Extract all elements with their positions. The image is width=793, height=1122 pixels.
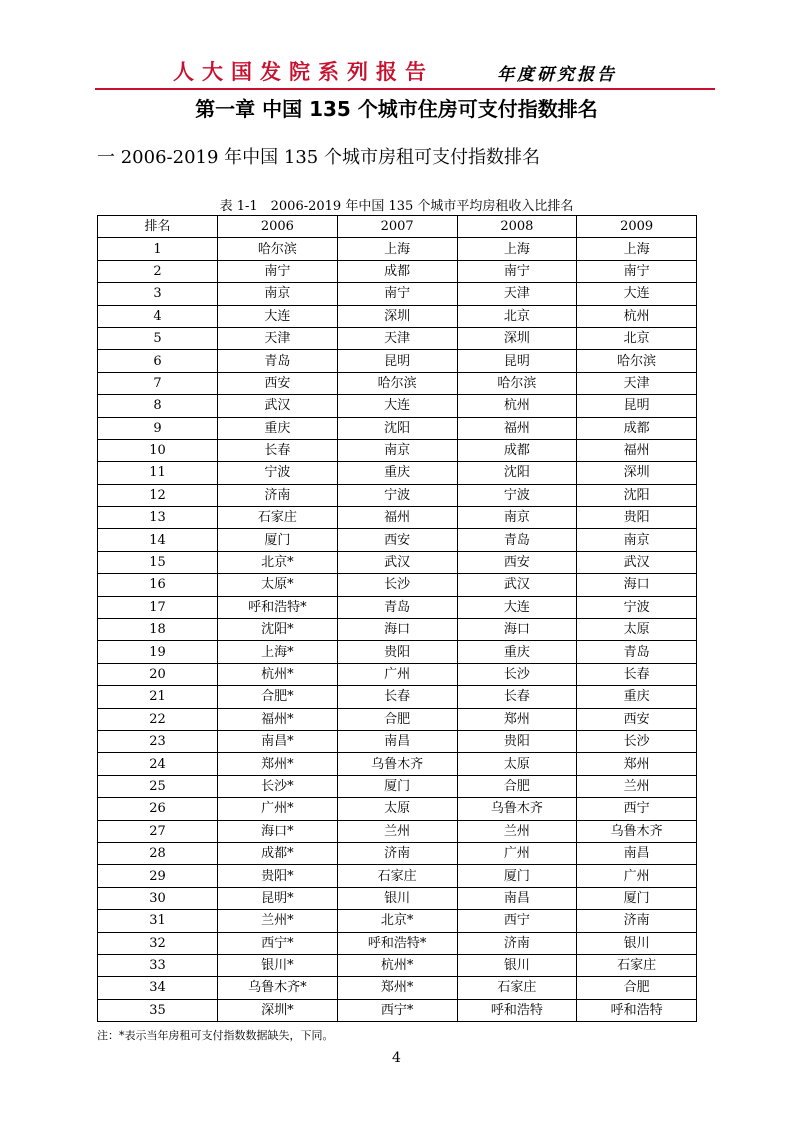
city-cell: 郑州 [457, 708, 577, 730]
city-cell: 乌鲁木齐* [218, 977, 338, 999]
rank-cell: 30 [98, 887, 218, 909]
column-header-2006: 2006 [218, 216, 338, 238]
city-cell: 西宁* [218, 932, 338, 954]
city-cell: 南宁 [218, 260, 338, 282]
city-cell: 上海 [337, 238, 457, 260]
city-cell: 成都 [337, 260, 457, 282]
city-cell: 厦门 [337, 775, 457, 797]
city-cell: 海口 [337, 619, 457, 641]
rank-cell: 17 [98, 596, 218, 618]
city-cell: 北京* [218, 551, 338, 573]
rank-cell: 16 [98, 574, 218, 596]
city-cell: 济南 [577, 910, 697, 932]
city-cell: 广州 [337, 663, 457, 685]
column-header-2008: 2008 [457, 216, 577, 238]
table-row [98, 238, 697, 260]
table-row [98, 663, 697, 685]
rank-cell: 5 [98, 327, 218, 349]
city-cell: 重庆 [218, 417, 338, 439]
city-cell: 武汉 [218, 395, 338, 417]
rank-cell: 27 [98, 820, 218, 842]
city-cell: 成都 [577, 417, 697, 439]
city-cell: 上海* [218, 641, 338, 663]
city-cell: 哈尔滨 [337, 372, 457, 394]
city-cell: 太原 [457, 753, 577, 775]
city-cell: 西宁* [337, 999, 457, 1021]
city-cell: 贵阳* [218, 865, 338, 887]
rank-cell: 3 [98, 283, 218, 305]
city-cell: 沈阳 [577, 484, 697, 506]
city-cell: 成都 [457, 439, 577, 461]
city-cell: 上海 [577, 238, 697, 260]
table-row [98, 350, 697, 372]
city-cell: 银川 [457, 954, 577, 976]
city-cell: 郑州 [577, 753, 697, 775]
table-row [98, 820, 697, 842]
city-cell: 昆明 [337, 350, 457, 372]
city-cell: 兰州 [337, 820, 457, 842]
table-row [98, 932, 697, 954]
city-cell: 南昌 [457, 887, 577, 909]
rank-cell: 10 [98, 439, 218, 461]
rank-cell: 32 [98, 932, 218, 954]
report-series-title: 人大国发院系列报告 [173, 60, 434, 84]
city-cell: 厦门 [457, 865, 577, 887]
city-cell: 石家庄 [337, 865, 457, 887]
city-cell: 太原 [577, 619, 697, 641]
city-cell: 贵阳 [337, 641, 457, 663]
city-cell: 郑州* [337, 977, 457, 999]
table-row [98, 462, 697, 484]
city-cell: 哈尔滨 [577, 350, 697, 372]
city-cell: 广州 [457, 842, 577, 864]
city-cell: 西宁 [457, 910, 577, 932]
rank-cell: 15 [98, 551, 218, 573]
city-cell: 合肥 [577, 977, 697, 999]
city-cell: 济南 [218, 484, 338, 506]
rank-cell: 28 [98, 842, 218, 864]
rank-cell: 14 [98, 529, 218, 551]
city-cell: 南京 [577, 529, 697, 551]
city-cell: 昆明 [457, 350, 577, 372]
city-cell: 深圳 [577, 462, 697, 484]
city-cell: 深圳 [337, 305, 457, 327]
table-row [98, 977, 697, 999]
chapter-title: 第一章 中国 135 个城市住房可支付指数排名 [195, 97, 598, 121]
city-cell: 宁波 [577, 596, 697, 618]
rank-cell: 23 [98, 730, 218, 752]
rank-cell: 22 [98, 708, 218, 730]
city-cell: 北京* [337, 910, 457, 932]
city-cell: 兰州* [218, 910, 338, 932]
city-cell: 福州 [577, 439, 697, 461]
city-cell: 南京 [457, 507, 577, 529]
city-cell: 银川 [337, 887, 457, 909]
rank-cell: 8 [98, 395, 218, 417]
city-cell: 南昌* [218, 730, 338, 752]
city-cell: 海口* [218, 820, 338, 842]
rank-cell: 35 [98, 999, 218, 1021]
city-cell: 大连 [577, 283, 697, 305]
report-header [95, 52, 715, 88]
city-cell: 西安 [457, 551, 577, 573]
table-row [98, 641, 697, 663]
header-divider [95, 88, 715, 90]
rank-cell: 12 [98, 484, 218, 506]
city-cell: 杭州 [457, 395, 577, 417]
table-header-row [98, 216, 697, 238]
table-row [98, 686, 697, 708]
rank-cell: 11 [98, 462, 218, 484]
city-cell: 昆明* [218, 887, 338, 909]
city-cell: 南昌 [337, 730, 457, 752]
city-cell: 呼和浩特* [218, 596, 338, 618]
city-cell: 沈阳* [218, 619, 338, 641]
table-row [98, 372, 697, 394]
city-cell: 南昌 [577, 842, 697, 864]
table-row [98, 507, 697, 529]
city-cell: 北京 [457, 305, 577, 327]
table-row [98, 574, 697, 596]
ranking-table [97, 215, 697, 1022]
city-cell: 西宁 [577, 798, 697, 820]
city-cell: 广州* [218, 798, 338, 820]
rank-cell: 24 [98, 753, 218, 775]
city-cell: 贵阳 [457, 730, 577, 752]
table-row [98, 999, 697, 1021]
city-cell: 厦门 [577, 887, 697, 909]
city-cell: 青岛 [457, 529, 577, 551]
city-cell: 杭州* [218, 663, 338, 685]
table-row [98, 417, 697, 439]
city-cell: 长沙 [337, 574, 457, 596]
city-cell: 青岛 [577, 641, 697, 663]
city-cell: 重庆 [337, 462, 457, 484]
city-cell: 郑州* [218, 753, 338, 775]
rank-cell: 34 [98, 977, 218, 999]
rank-cell: 20 [98, 663, 218, 685]
table-row [98, 596, 697, 618]
table-row [98, 305, 697, 327]
table-row [98, 327, 697, 349]
city-cell: 海口 [577, 574, 697, 596]
city-cell: 呼和浩特 [457, 999, 577, 1021]
city-cell: 深圳* [218, 999, 338, 1021]
rank-cell: 7 [98, 372, 218, 394]
city-cell: 合肥* [218, 686, 338, 708]
city-cell: 青岛 [218, 350, 338, 372]
city-cell: 长沙 [577, 730, 697, 752]
city-cell: 石家庄 [577, 954, 697, 976]
page-number: 4 [392, 1050, 401, 1066]
rank-cell: 13 [98, 507, 218, 529]
rank-cell: 2 [98, 260, 218, 282]
city-cell: 宁波 [337, 484, 457, 506]
rank-cell: 21 [98, 686, 218, 708]
city-cell: 福州 [337, 507, 457, 529]
city-cell: 成都* [218, 842, 338, 864]
city-cell: 上海 [457, 238, 577, 260]
rank-cell: 4 [98, 305, 218, 327]
table-row [98, 798, 697, 820]
city-cell: 武汉 [577, 551, 697, 573]
city-cell: 天津 [457, 283, 577, 305]
city-cell: 呼和浩特 [577, 999, 697, 1021]
city-cell: 杭州* [337, 954, 457, 976]
table-row [98, 753, 697, 775]
city-cell: 青岛 [337, 596, 457, 618]
city-cell: 合肥 [457, 775, 577, 797]
city-cell: 哈尔滨 [218, 238, 338, 260]
city-cell: 呼和浩特* [337, 932, 457, 954]
city-cell: 南京 [218, 283, 338, 305]
city-cell: 沈阳 [337, 417, 457, 439]
city-cell: 重庆 [577, 686, 697, 708]
city-cell: 深圳 [457, 327, 577, 349]
city-cell: 广州 [577, 865, 697, 887]
rank-cell: 31 [98, 910, 218, 932]
city-cell: 宁波 [218, 462, 338, 484]
city-cell: 太原 [337, 798, 457, 820]
table-caption: 表 1-1 2006-2019 年中国 135 个城市平均房租收入比排名 [219, 199, 574, 214]
city-cell: 南宁 [457, 260, 577, 282]
table-row [98, 842, 697, 864]
footnote: 注：*表示当年房租可支付指数数据缺失，下同。 [97, 1029, 334, 1042]
section-title: 一 2006-2019 年中国 135 个城市房租可支付指数排名 [97, 147, 540, 168]
city-cell: 长沙 [457, 663, 577, 685]
city-cell: 合肥 [337, 708, 457, 730]
city-cell: 杭州 [577, 305, 697, 327]
column-header-2007: 2007 [337, 216, 457, 238]
city-cell: 厦门 [218, 529, 338, 551]
city-cell: 沈阳 [457, 462, 577, 484]
city-cell: 重庆 [457, 641, 577, 663]
city-cell: 武汉 [457, 574, 577, 596]
city-cell: 南京 [337, 439, 457, 461]
rank-cell: 9 [98, 417, 218, 439]
city-cell: 银川 [577, 932, 697, 954]
city-cell: 北京 [577, 327, 697, 349]
city-cell: 乌鲁木齐 [337, 753, 457, 775]
city-cell: 兰州 [577, 775, 697, 797]
table-row [98, 484, 697, 506]
city-cell: 天津 [218, 327, 338, 349]
city-cell: 天津 [337, 327, 457, 349]
city-cell: 石家庄 [457, 977, 577, 999]
city-cell: 长春 [457, 686, 577, 708]
city-cell: 石家庄 [218, 507, 338, 529]
city-cell: 武汉 [337, 551, 457, 573]
rank-cell: 25 [98, 775, 218, 797]
rank-cell: 19 [98, 641, 218, 663]
city-cell: 太原* [218, 574, 338, 596]
city-cell: 哈尔滨 [457, 372, 577, 394]
table-row [98, 439, 697, 461]
table-row [98, 260, 697, 282]
table-row [98, 887, 697, 909]
city-cell: 宁波 [457, 484, 577, 506]
rank-cell: 33 [98, 954, 218, 976]
city-cell: 南宁 [577, 260, 697, 282]
table-row [98, 283, 697, 305]
rank-cell: 6 [98, 350, 218, 372]
table-row [98, 708, 697, 730]
table-row [98, 619, 697, 641]
rank-cell: 1 [98, 238, 218, 260]
report-type-label: 年度研究报告 [497, 65, 617, 85]
table-row [98, 910, 697, 932]
city-cell: 乌鲁木齐 [577, 820, 697, 842]
city-cell: 兰州 [457, 820, 577, 842]
city-cell: 济南 [337, 842, 457, 864]
city-cell: 乌鲁木齐 [457, 798, 577, 820]
rank-cell: 18 [98, 619, 218, 641]
city-cell: 海口 [457, 619, 577, 641]
city-cell: 大连 [337, 395, 457, 417]
city-cell: 银川* [218, 954, 338, 976]
table-row [98, 551, 697, 573]
city-cell: 天津 [577, 372, 697, 394]
column-header-2009: 2009 [577, 216, 697, 238]
city-cell: 济南 [457, 932, 577, 954]
city-cell: 西安 [218, 372, 338, 394]
city-cell: 长沙* [218, 775, 338, 797]
city-cell: 西安 [337, 529, 457, 551]
rank-cell: 29 [98, 865, 218, 887]
city-cell: 大连 [457, 596, 577, 618]
table-row [98, 865, 697, 887]
city-cell: 贵阳 [577, 507, 697, 529]
city-cell: 南宁 [337, 283, 457, 305]
table-row [98, 730, 697, 752]
table-row [98, 954, 697, 976]
city-cell: 福州* [218, 708, 338, 730]
city-cell: 昆明 [577, 395, 697, 417]
table-row [98, 529, 697, 551]
city-cell: 西安 [577, 708, 697, 730]
city-cell: 长春 [577, 663, 697, 685]
city-cell: 福州 [457, 417, 577, 439]
city-cell: 长春 [218, 439, 338, 461]
table-row [98, 395, 697, 417]
table-body [98, 238, 697, 1022]
city-cell: 大连 [218, 305, 338, 327]
column-header-rank: 排名 [98, 216, 218, 238]
table-row [98, 775, 697, 797]
city-cell: 长春 [337, 686, 457, 708]
rank-cell: 26 [98, 798, 218, 820]
